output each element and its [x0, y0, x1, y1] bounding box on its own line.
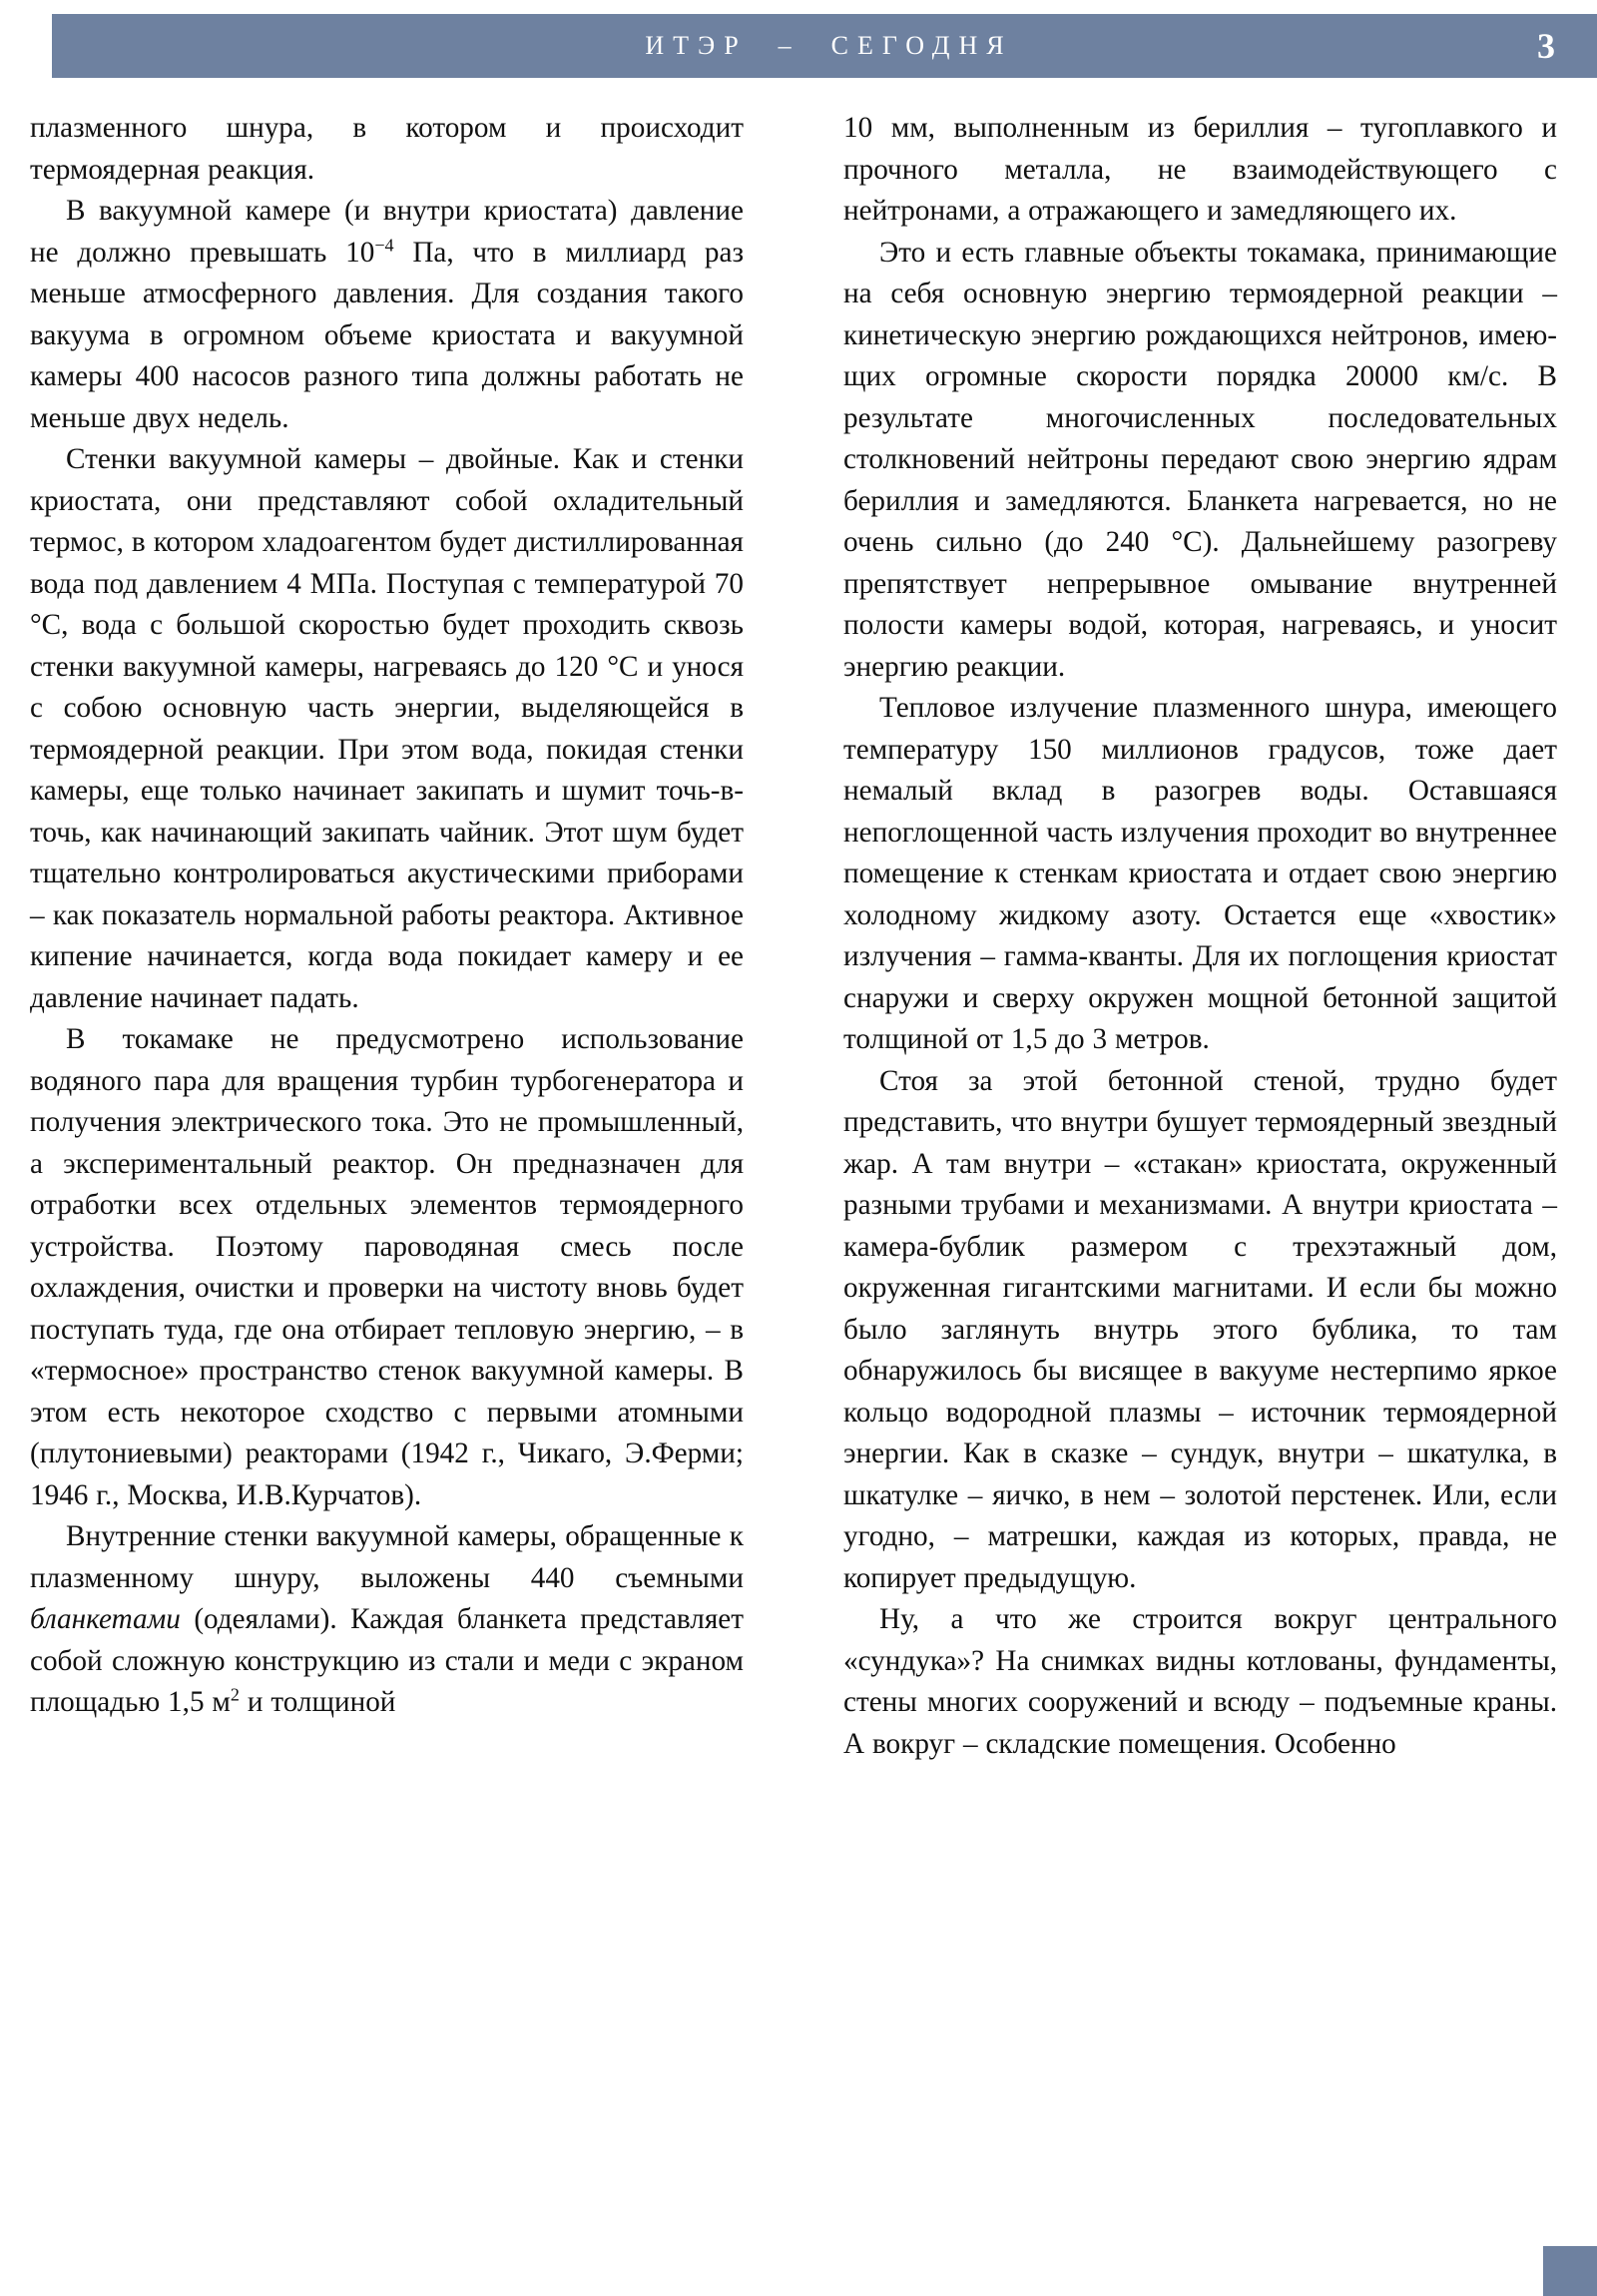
- paragraph: В токамаке не предусмотрено использование водяного пара для вращения турбин турбогенератора и получения электрического тока. Это не промышленный, а экспериментальный реактор. Он предназначен для отработки всех отдельных элементов термоядерного устройства. Поэтому пароводяная смесь после охлаждения, очистки и проверки на чистоту вновь будет поступать туда, где она отбирает тепловую энергию, – в «термосное» пространство стенок вакуумной камеры. В этом есть некоторое сходство с первыми атомными (плутониевыми) реакторами (1942 г., Чикаго, Э.Ферми; 1946 г., Москва, И.В.Курчатов).: [30, 1023, 744, 1511]
- page-header: [52, 14, 1597, 78]
- paragraph: Стенки вакуумной камеры – двойные. Как и стенки криостата, они представляют собой охладительный термос, в котором хладоагентом будет дистиллированная вода под давлением 4 МПа. Поступая с температурой 70 °C, вода с большой скоростью будет проходить сквозь стенки вакуумной камеры, нагреваясь до 120 °C и унося с собою основную часть энергии, выделяющейся в термоядерной реакции. При этом вода, покидая стенки камеры, еще только начинает закипать и шумит точь-в-точь, как начинающий закипать чайник. Этот шум будет тщательно контролироваться акустическими приборами – как показатель нормальной работы реактора. Активное кипение начинается, когда вода покидает камеру и ее давление начинает падать.: [30, 443, 744, 1014]
- paragraph: 10 мм, выполненным из бериллия – тугоплавкого и прочного металла, не взаимодействующего с нейтронами, а отражающего и замедляющего их.: [843, 112, 1557, 227]
- paragraph: В вакуумной камере (и внутри криостата) давление не должно превышать $10^{-4}$ Па, что в миллиард раз меньше атмосферного давления. Для создания такого вакуума в огромном объеме криостата и вакуумной камеры 400 насосов разного типа должны работать не меньше двух недель.: [30, 195, 744, 434]
- header-title: ИТЭР – СЕГОДНЯ: [645, 31, 1013, 60]
- paragraph: Это и есть главные объекты токамака, принимающие на себя основную энергию термоядерной реакции – кинетическую энергию рождающихся нейтронов, имеющих огромные скорости порядка 20000 км/с. В результате многочисленных последовательных столкновений нейтроны передают свою энергию ядрам бериллия и замедляются. Бланкета нагревается, но не очень сильно (до 240 °C). Дальнейшему разогреву препятствует непрерывное омывание внутренней полости камеры водой, которая, нагреваясь, и уносит энергию реакции.: [843, 236, 1557, 683]
- left-column: [0, 108, 798, 2264]
- corner-mark: [1543, 2246, 1597, 2296]
- article-body: [0, 108, 1597, 2264]
- paragraph: Тепловое излучение плазменного шнура, имеющего температуру 150 миллионов градусов, тоже дает немалый вклад в разогрев воды. Оставшаяся непоглощенной часть излучения проходит во внутреннее помещение к стенкам криостата и отдает свою энергию холодному жидкому азоту. Остается еще «хвостик» излучения – гамма-кванты. Для их поглощения криостат снаружи и сверху окружен мощной бетонной защитой толщиной от 1,5 до 3 метров.: [843, 692, 1557, 1055]
- page-number: 3: [1537, 26, 1555, 66]
- paragraph: Внутренние стенки вакуумной камеры, обращенные к плазменному шнуру, выложены 440 съемными бланкетами (одеялами). Каждая бланкета представляет собой сложную конструкцию из стали и меди с экраном площадью 1,5 $м^2$ и толщиной: [30, 1520, 744, 1718]
- paragraph: Ну, а что же строится вокруг центрального «сундука»? На снимках видны котлованы, фундаменты, стены многих сооружений и всюду – подъемные краны. А вокруг – складские помещения. Особенно: [843, 1603, 1557, 1760]
- paragraph: Стоя за этой бетонной стеной, трудно будет представить, что внутри бушует термоядерный звездный жар. А там внутри – «стакан» криостата, окруженный разными трубами и механизмами. А внутри криостата – камера-бублик размером с трехэтажный дом, окруженная гигантскими магнитами. И если бы можно было заглянуть внутрь этого бублика, то там обнаружилось бы висящее в вакууме нестерпимо яркое кольцо водородной плазмы – источник термоядерной энергии. Как в сказке – сундук, внутри – шкатулка, в шкатулке – яичко, в нем – золотой перстенек. Или, если угодно, – матрешки, каждая из которых, правда, не копирует предыдущую.: [843, 1064, 1557, 1594]
- right-column: [798, 108, 1597, 2264]
- paragraph: плазменного шнура, в котором и происходит термоядерная реакция.: [30, 112, 744, 186]
